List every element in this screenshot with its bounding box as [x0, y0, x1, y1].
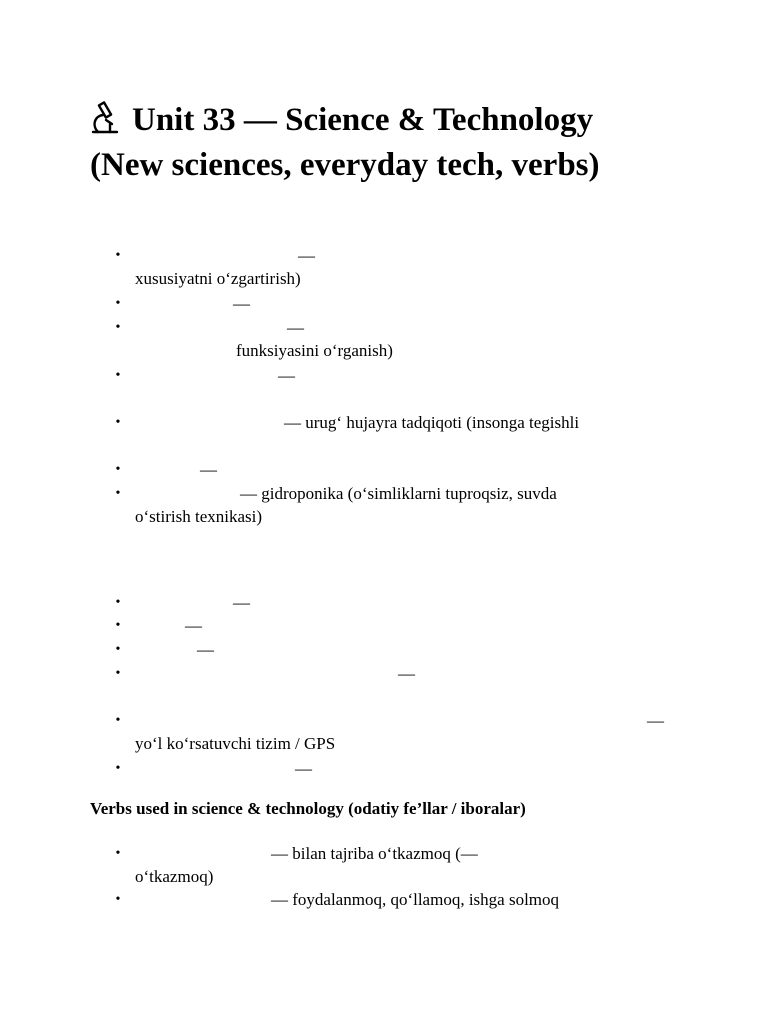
- list-item: [0, 364, 768, 387]
- list-item-text: — gidroponika (o‘simliklarni tuproqsiz, suvda: [240, 484, 557, 503]
- list-item-text: —: [647, 711, 664, 730]
- list-item-text: —: [287, 318, 304, 337]
- list-item-text: —: [298, 246, 315, 265]
- list-item: [0, 638, 768, 661]
- bullet: •: [115, 296, 121, 311]
- list-item-text: — bilan tajriba o‘tkazmoq (—: [271, 844, 478, 863]
- title-line-1: Unit 33 — Science & Technology: [132, 102, 594, 138]
- list-item-text: —: [278, 366, 295, 385]
- bullet: •: [115, 846, 121, 861]
- bullet: •: [115, 320, 121, 335]
- list-item: [0, 482, 768, 528]
- bullet: •: [115, 415, 121, 430]
- bullet: •: [115, 618, 121, 633]
- list-item: [0, 614, 768, 637]
- bullet: •: [115, 666, 121, 681]
- list-item: [0, 757, 768, 780]
- bullet: •: [115, 486, 121, 501]
- bullet: •: [115, 892, 121, 907]
- list-item: [0, 244, 768, 290]
- title-line-2: (New sciences, everyday tech, verbs): [90, 147, 600, 183]
- page-title: [90, 98, 730, 188]
- list-item: [0, 411, 768, 434]
- bullet: •: [115, 761, 121, 776]
- bullet: •: [115, 462, 121, 477]
- list-item: [0, 316, 768, 362]
- list-item-text: —: [295, 759, 312, 778]
- list-item-text: —: [185, 616, 202, 635]
- list-item: [0, 662, 768, 685]
- list-item-text: —: [233, 593, 250, 612]
- list-item-text: o‘stirish texnikasi): [135, 507, 263, 526]
- bullet: •: [115, 248, 121, 263]
- list-item-text: — urug‘ hujayra tadqiqoti (insonga tegishli: [284, 413, 580, 432]
- bullet: •: [115, 595, 121, 610]
- bullet: •: [115, 713, 121, 728]
- list-item-text: —: [398, 664, 415, 683]
- list-item-text: —: [197, 640, 214, 659]
- list-item: [0, 591, 768, 614]
- microscope-icon: [90, 100, 120, 134]
- list-item: [0, 292, 768, 315]
- list-item: [0, 842, 768, 888]
- list-item: [0, 709, 768, 755]
- list-item-text: funksiyasini o‘rganish): [236, 341, 393, 360]
- list-item-text: yo‘l ko‘rsatuvchi tizim / GPS: [135, 734, 336, 753]
- list-item-text: o‘tkazmoq): [135, 867, 214, 886]
- list-item-text: — foydalanmoq, qo‘llamoq, ishga solmoq: [271, 890, 560, 909]
- list-item-text: —: [200, 460, 217, 479]
- list-item: [0, 458, 768, 481]
- list-item: [0, 888, 768, 911]
- list-item-text: —: [233, 294, 250, 313]
- section-heading-verbs: Verbs used in science & technology (odatiy fe’llar / iboralar): [90, 799, 526, 818]
- bullet: •: [115, 368, 121, 383]
- bullet: •: [115, 642, 121, 657]
- list-item-text: xususiyatni o‘zgartirish): [135, 269, 301, 288]
